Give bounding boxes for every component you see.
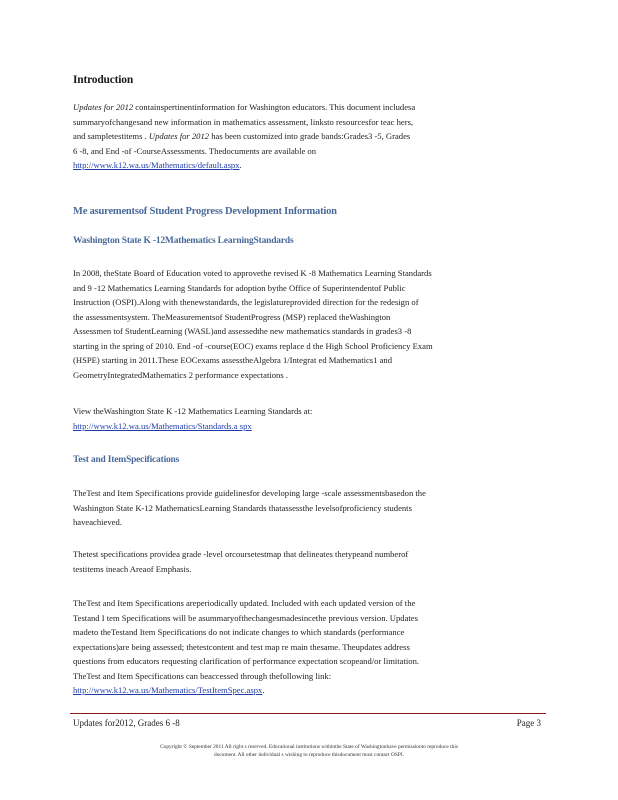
intro-line-1: Updates for 2012 containspertinentinformation for Washington educators. This document includesa <box>73 102 416 112</box>
tis-heading: Test and ItemSpecifications <box>73 455 180 465</box>
copyright-line-1: Copyright © September 2011 All right s reserved. Educational institutions withinthe State of Washingtonhave permissionto reproduce this <box>160 744 458 750</box>
copyright-notice <box>80 743 538 759</box>
tis-p3-line-3: madeto theTestand Item Specifications do not indicate changes to which standards (performance <box>73 627 405 637</box>
intro-link[interactable]: http://www.k12.wa.us/Mathematics/default.aspx <box>73 160 240 170</box>
intro-line-4: 6 -8, and End -of -CourseAssessments. Thedocuments are available on <box>73 145 317 156</box>
msp-line-8: GeometryIntegratedMathematics 2 performance expectations . <box>73 369 288 380</box>
tis-paragraph-3 <box>73 596 533 698</box>
standards-link[interactable]: http://www.k12.wa.us/Mathematics/Standards.a spx <box>73 420 252 431</box>
tis-link-line: http://www.k12.wa.us/Mathematics/TestItemSpec.aspx. <box>73 685 265 695</box>
footer-rule <box>70 713 546 714</box>
tis-p3-line-5: questions from educators requesting clarification of performance expectation scopeand/or limitation. <box>73 656 420 666</box>
msp-line-2: and 9 -12 Mathematics Learning Standards for adoption bythe Office of Superintendentof Public <box>73 282 406 293</box>
tis-p3-line-1: TheTest and Item Specifications areperiodically updated. Included with each updated version of the <box>73 598 416 608</box>
tis-p3-line-4: expectations)are being assessed; thetestcontent and test map re main thesame. Theupdates address <box>73 641 410 652</box>
intro-paragraph <box>73 100 533 173</box>
msp-line-6: starting in the spring of 2010. End -of -course(EOC) exams replace d the High School Proficiency Exam <box>73 340 433 351</box>
page-number: Page 3 <box>516 718 541 728</box>
tis-paragraph-2 <box>73 547 533 576</box>
copyright-line-2: document. All other individual s wishing to reproduce thisdocument must contact OSPI. <box>214 752 404 758</box>
intro-line-2: summaryofchangesand new information in mathematics assessment, linksto resourcesfor teac hers, <box>73 116 414 127</box>
msp-line-7: (HSPE) starting in 2011.These EOCexams assesstheAlgebra 1/Integrat ed Mathematics1 and <box>73 355 393 365</box>
msp-view-line: View theWashington State K -12 Mathematics Learning Standards at: <box>73 406 313 416</box>
tis-p2-line-2: testitems ineach Areaof Emphasis. <box>73 563 192 574</box>
intro-heading: Introduction <box>73 74 134 86</box>
msp-line-5: Assessmen tof StudentLearning (WASL)and assessedthe new mathematics standards in grades3 -8 <box>73 326 412 336</box>
msp-line-1: In 2008, theState Board of Education voted to approvethe revised K -8 Mathematics Learning Standards <box>73 268 432 278</box>
tis-p3-line-2: Testand I tem Specifications will be asummaryofthechangesmadesincethe previous version. Updates <box>73 612 418 623</box>
footer-title: Updates for2012, Grades 6 -8 <box>73 718 180 728</box>
msp-view-block <box>73 404 533 433</box>
msp-subheading: Washington State K -12Mathematics LearningStandards <box>73 236 294 246</box>
test-item-spec-link[interactable]: http://www.k12.wa.us/Mathematics/TestItemSpec.aspx <box>73 685 263 695</box>
tis-p1-line-2: Washington State K-12 MathematicsLearning Standards thatassessthe levelsofproficiency students <box>73 502 412 513</box>
msp-paragraph <box>73 266 533 382</box>
msp-heading: Me asurementsof Student Progress Development Information <box>73 206 337 217</box>
msp-line-4: the assessmentsystem. TheMeasurementsof StudentProgress (MSP) replaced theWashington <box>73 311 391 322</box>
tis-p1-line-1: TheTest and Item Specifications provide guidelinesfor developing large -scale assessmentsbasedon the <box>73 488 426 498</box>
msp-link-line <box>73 419 533 434</box>
msp-line-3: Instruction (OSPI).Along with thenewstandards, the legislatureprovided direction for the redesign of <box>73 297 419 307</box>
tis-p3-line-6: TheTest and Item Specifications can beaccessed through thefollowing link: <box>73 670 332 681</box>
intro-line-3: and sampletestitems . Updates for 2012 has been customized into grade bands:Grades3 -5, Grades <box>73 131 411 141</box>
tis-paragraph-1 <box>73 486 533 530</box>
tis-p1-line-3: haveachieved. <box>73 517 122 527</box>
tis-p2-line-1: Thetest specifications providea grade -level orcoursetestmap that delineates thetypeand numberof <box>73 549 409 559</box>
intro-link-line: http://www.k12.wa.us/Mathematics/default.aspx. <box>73 160 242 170</box>
